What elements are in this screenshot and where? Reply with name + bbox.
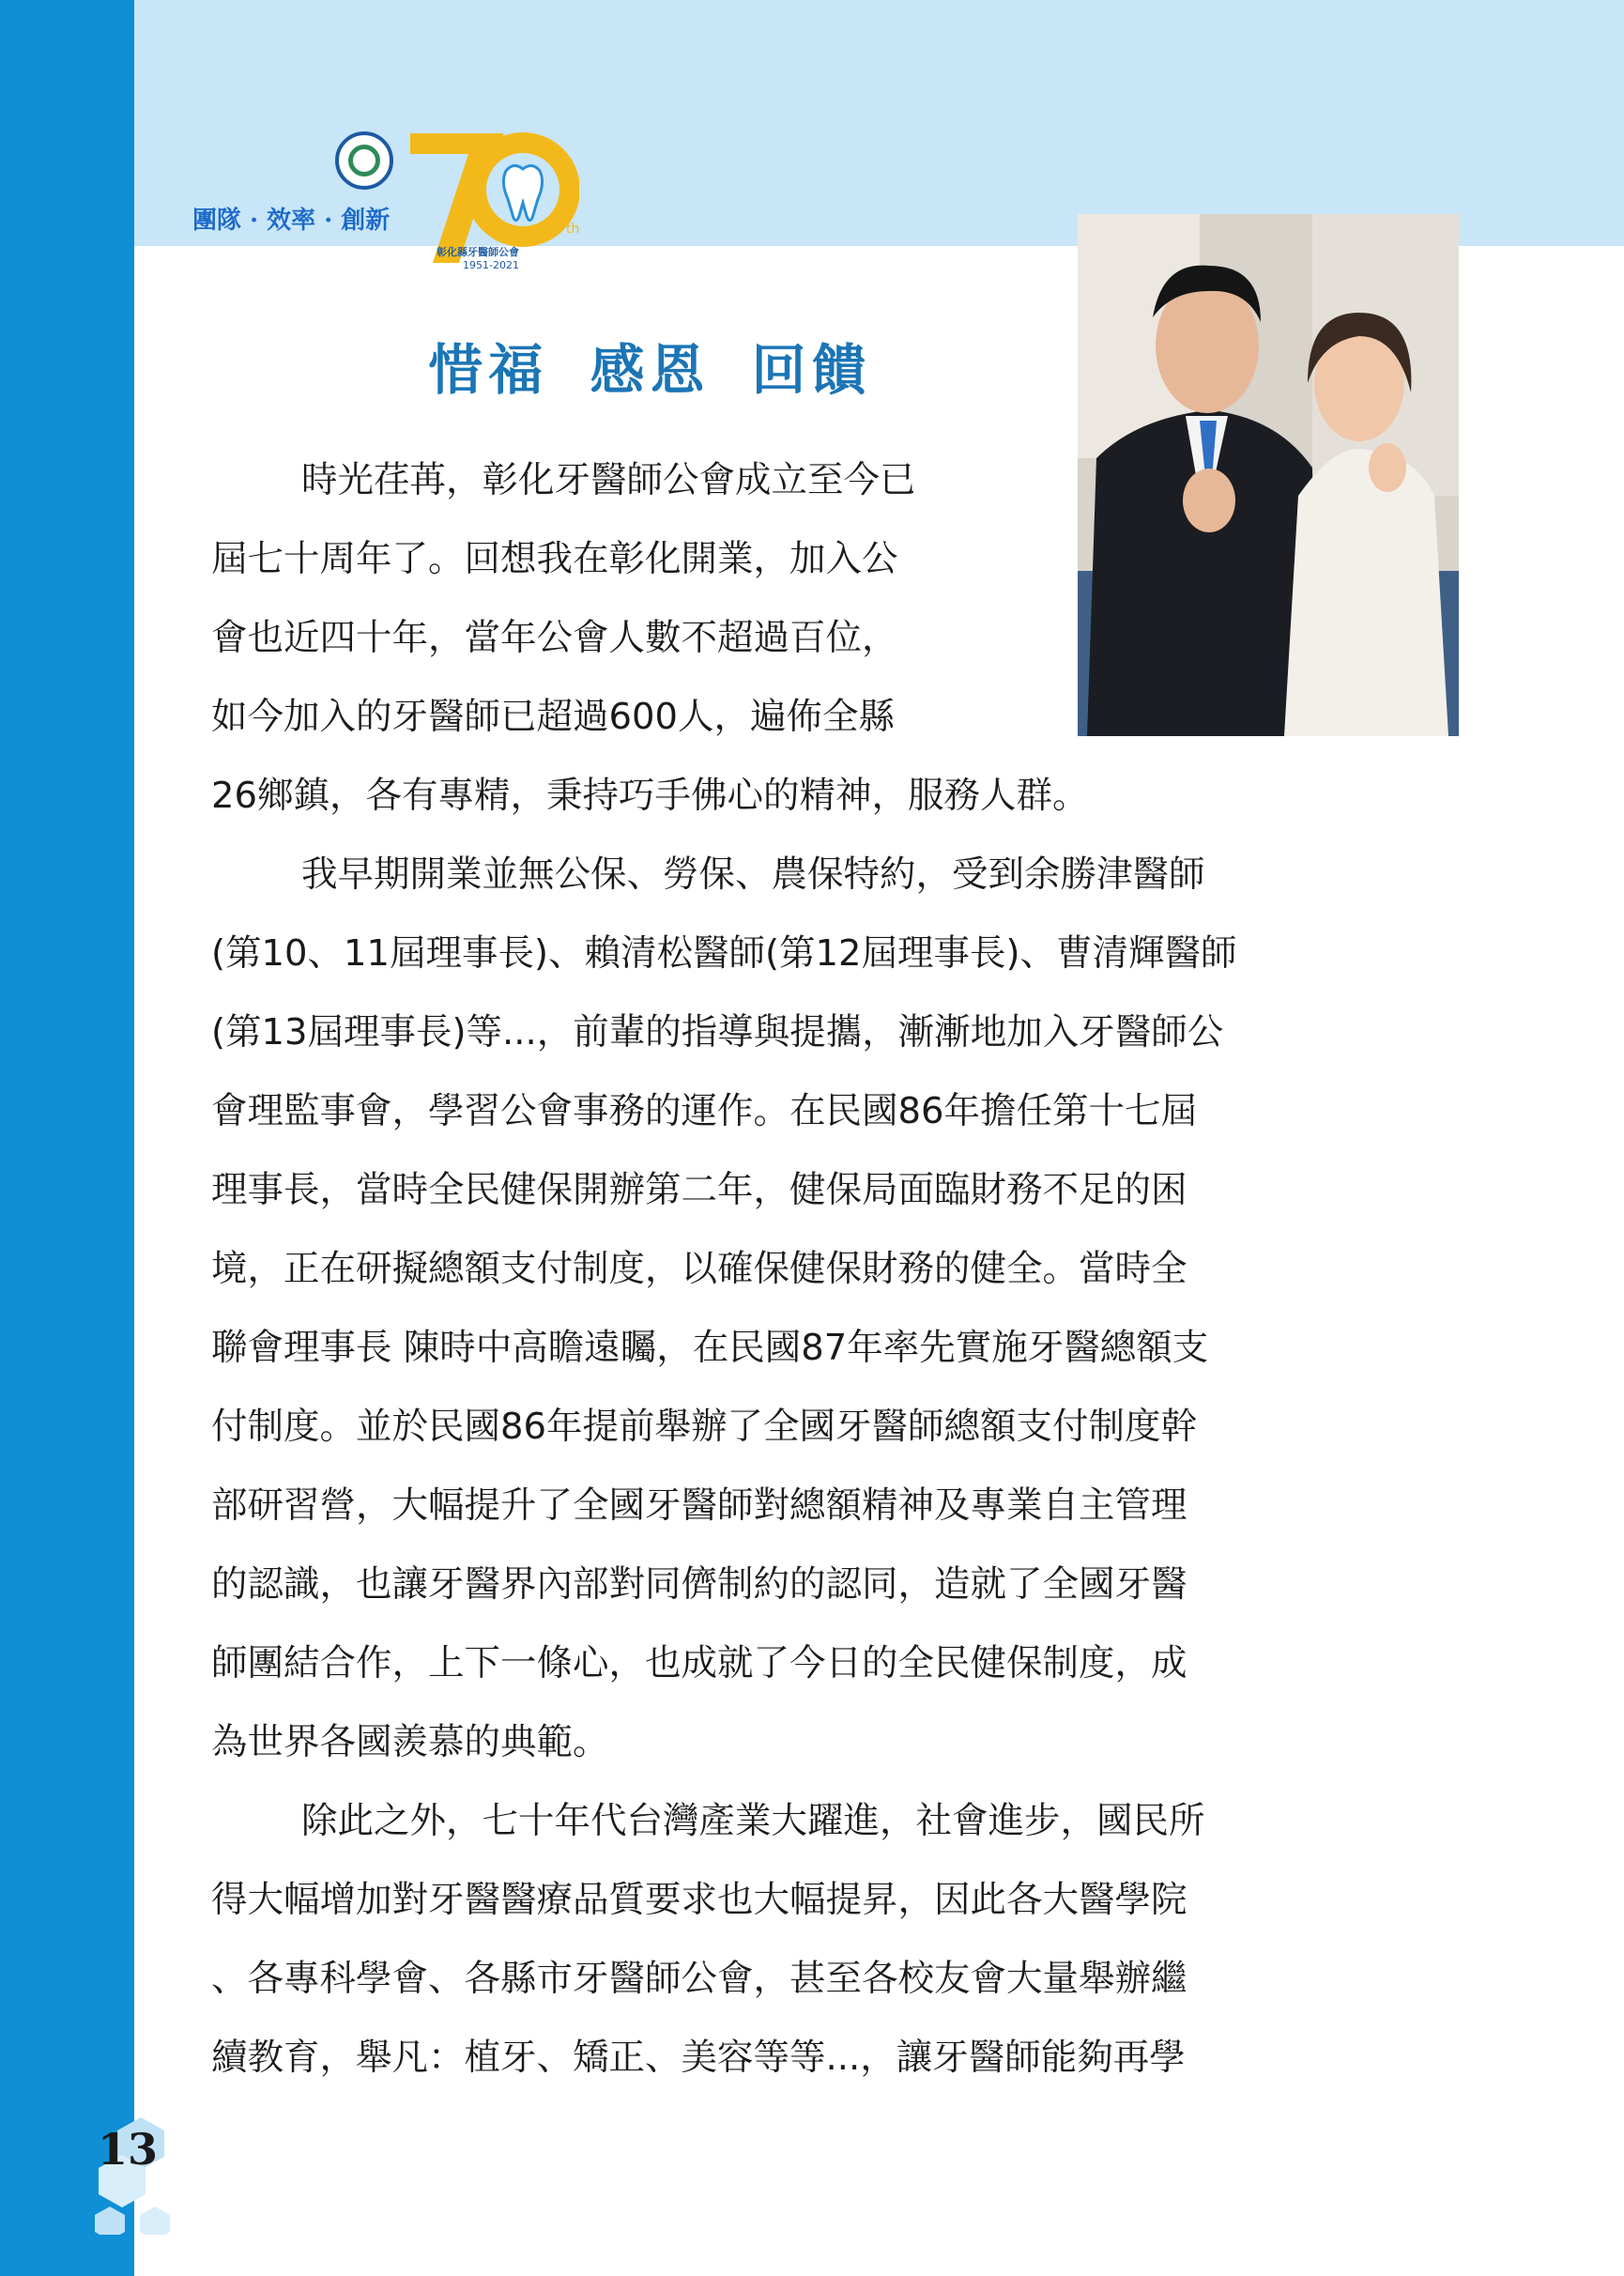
text-line: 聯會理事長 陳時中高瞻遠矚，在民國87年率先實施牙醫總額支 bbox=[211, 1327, 1209, 1369]
text-line: (第13屆理事長)等...，前輩的指導與提攜，漸漸地加入牙醫師公 bbox=[211, 1011, 1224, 1053]
logo-org-name: 彰化縣牙醫師公會 bbox=[437, 246, 519, 258]
anniversary-suffix: th bbox=[566, 222, 579, 237]
text-line: 續教育，舉凡：植牙、矯正、美容等等...，讓牙醫師能夠再學 bbox=[211, 2037, 1186, 2079]
article-body bbox=[211, 441, 1432, 2098]
left-sidebar-band bbox=[0, 0, 134, 2276]
anniversary-logo bbox=[183, 122, 577, 282]
text-line: 會理監事會，學習公會事務的運作。在民國86年擔任第十七屆 bbox=[211, 1090, 1197, 1132]
logo-years: 1951-2021 bbox=[463, 259, 519, 271]
text-line: 會也近四十年，當年公會人數不超過百位， bbox=[211, 617, 898, 659]
article-title: 惜福 感恩 回饋 bbox=[428, 338, 872, 402]
text-line: 、各專科學會、各縣市牙醫師公會，甚至各校友會大量舉辦繼 bbox=[211, 1958, 1187, 2000]
slogan: 團隊 · 效率 · 創新 bbox=[192, 207, 391, 235]
text-line: 理事長，當時全民健保開辦第二年，健保局面臨財務不足的困 bbox=[211, 1169, 1187, 1211]
text-line: 除此之外，七十年代台灣產業大躍進，社會進步，國民所 bbox=[301, 1800, 1205, 1842]
text-line: 境，正在研擬總額支付制度，以確保健保財務的健全。當時全 bbox=[211, 1248, 1187, 1290]
text-line: 得大幅增加對牙醫醫療品質要求也大幅提昇，因此各大醫學院 bbox=[211, 1879, 1187, 1921]
association-seal-icon bbox=[335, 131, 393, 190]
text-line: 我早期開業並無公保、勞保、農保特約，受到余勝津醫師 bbox=[301, 854, 1205, 896]
text-line: 26鄉鎮，各有專精，秉持巧手佛心的精神，服務人群。 bbox=[211, 775, 1089, 817]
text-line: 師團結合作，上下一條心，也成就了今日的全民健保制度，成 bbox=[211, 1642, 1187, 1684]
text-line: (第10、11屆理事長)、賴清松醫師(第12屆理事長)、曹清輝醫師 bbox=[211, 932, 1237, 975]
text-line: 的認識，也讓牙醫界內部對同儕制約的認同，造就了全國牙醫 bbox=[211, 1563, 1187, 1606]
text-line: 屆七十周年了。回想我在彰化開業，加入公 bbox=[211, 538, 898, 580]
text-line: 付制度。並於民國86年提前舉辦了全國牙醫師總額支付制度幹 bbox=[211, 1406, 1197, 1448]
text-line: 部研習營，大幅提升了全國牙醫師對總額精神及專業自主管理 bbox=[211, 1484, 1187, 1527]
text-line: 為世界各國羨慕的典範。 bbox=[211, 1721, 609, 1763]
page-number: 13 bbox=[98, 2124, 159, 2175]
text-line: 如今加入的牙醫師已超過600人，遍佈全縣 bbox=[211, 696, 895, 738]
text-line: 時光荏苒，彰化牙醫師公會成立至今已 bbox=[301, 459, 916, 501]
